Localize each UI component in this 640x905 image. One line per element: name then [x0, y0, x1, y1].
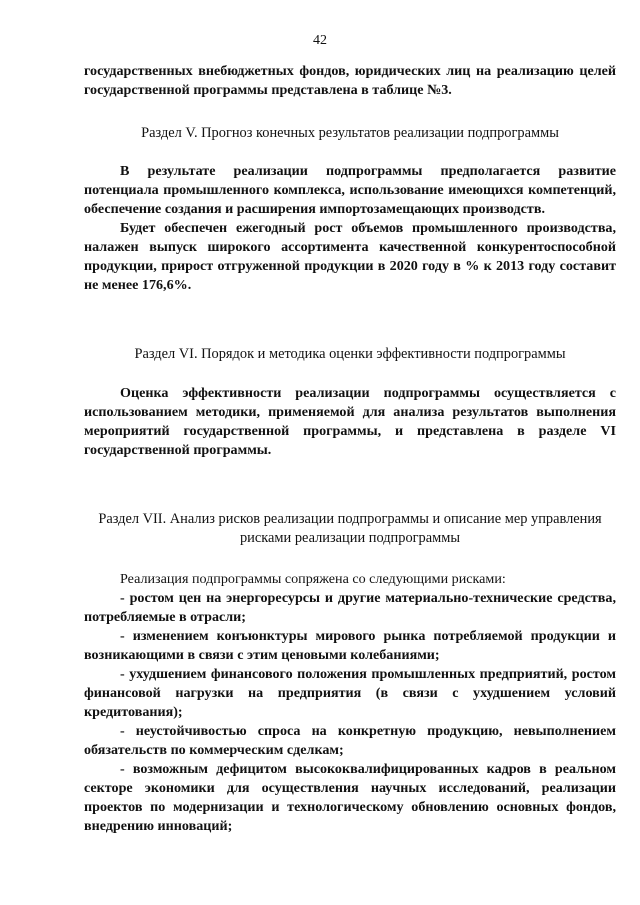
section-5-heading: Раздел V. Прогноз конечных результатов реализации подпрограммы — [141, 125, 559, 141]
section-6-paragraph — [84, 384, 616, 460]
section-5-paragraph-2 — [84, 219, 616, 295]
risk-item-4: - неустойчивостью спроса на конкретную продукцию, невыполнением обязательств по коммерческим сделкам; — [84, 723, 616, 758]
section-5-paragraph-1 — [84, 162, 616, 219]
section-7-heading — [70, 510, 630, 548]
intro-paragraph-text: государственных внебюджетных фондов, юридических лиц на реализацию целей государственной программы представлена в таблице №3. — [84, 63, 616, 98]
section-5-paragraph-1-text: В результате реализации подпрограммы предполагается развитие потенциала промышленного комплекса, использование имеющихся компетенций, обеспечение создания и расширения импортозамещающих производств. — [84, 163, 616, 217]
risk-item-1: - ростом цен на энергоресурсы и другие материально-технические средства, потребляемые в отрасли; — [84, 590, 616, 625]
section-7-intro-text: Реализация подпрограммы сопряжена со следующими рисками: — [120, 571, 506, 587]
section-7-heading-line-2: рисками реализации подпрограммы — [239, 530, 461, 546]
section-5-paragraph-2-text: Будет обеспечен ежегодный рост объемов промышленного производства, налажен выпуск широкого ассортимента качественной конкурентоспособной продукции, прирост отгруженной продукции в 2020 году в % к 2013 году составит не менее 176,6%. — [84, 220, 616, 293]
risk-item-2: - изменением конъюнктуры мирового рынка потребляемой продукции и возникающими в связи с этим ценовыми колебаниями; — [84, 628, 616, 663]
page-number: 42 — [313, 33, 327, 48]
section-7-intro — [84, 570, 616, 589]
section-7-heading-line-1: Раздел VII. Анализ рисков реализации подпрограммы и описание мер управления — [98, 511, 602, 527]
risk-item-5: - возможным дефицитом высококвалифицированных кадров в реальном секторе экономики для осуществления научных исследований, реализации проектов по модернизации и технологическому обновлению основных фондов, внедрению инноваций; — [84, 761, 616, 834]
intro-paragraph — [84, 62, 616, 100]
risk-list — [84, 589, 616, 836]
risk-item-3: - ухудшением финансового положения промышленных предприятий, ростом финансовой нагрузки на предприятия (в связи с ухудшением условий кредитования); — [84, 666, 616, 720]
section-6-paragraph-text: Оценка эффективности реализации подпрограммы осуществляется с использованием методики, применяемой для анализа результатов выполнения мероприятий государственной программы, и представлена в разделе VI государственной программы. — [84, 385, 616, 458]
section-6-heading: Раздел VI. Порядок и методика оценки эффективности подпрограммы — [134, 346, 566, 362]
